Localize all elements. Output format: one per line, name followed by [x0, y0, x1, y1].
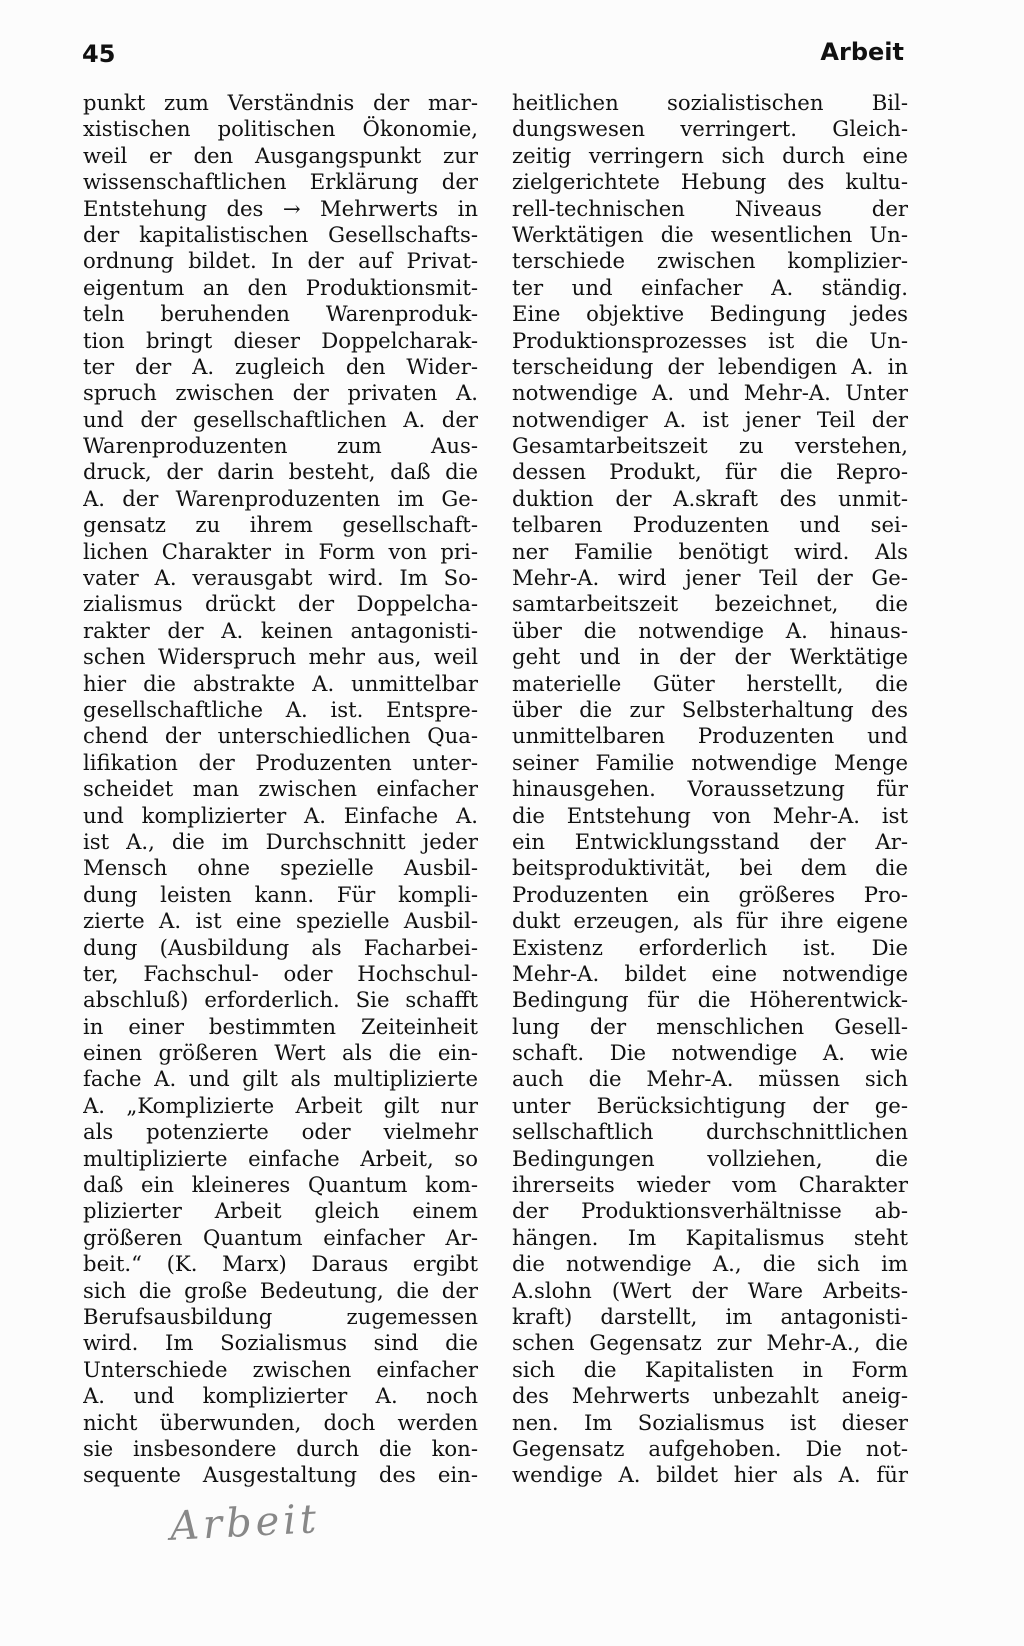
text-line: nen. Im Sozialismus ist dieser — [512, 1409, 908, 1435]
running-header: Arbeit — [820, 38, 904, 66]
text-line: druck, der darin besteht, daß die — [83, 459, 478, 485]
text-line: teln beruhenden Warenproduk- — [83, 301, 478, 327]
text-line: hier die abstrakte A. unmittelbar — [83, 670, 478, 696]
text-line: über die zur Selbsterhaltung des — [512, 696, 908, 722]
text-line: fache A. und gilt als multiplizierte — [83, 1066, 478, 1092]
text-line: plizierter Arbeit gleich einem — [83, 1198, 478, 1224]
text-line: Bedingungen vollziehen, die — [512, 1145, 908, 1171]
text-line: ein Entwicklungsstand der Ar- — [512, 828, 908, 854]
text-line: ihrerseits wieder vom Charakter — [512, 1172, 908, 1198]
text-line: A. „Komplizierte Arbeit gilt nur — [83, 1092, 478, 1118]
text-line: Produktionsprozesses ist die Un- — [512, 327, 908, 353]
text-line: vater A. verausgabt wird. Im So- — [83, 565, 478, 591]
text-line: telbaren Produzenten und sei- — [512, 512, 908, 538]
text-line: Produzenten ein größeres Pro- — [512, 881, 908, 907]
text-line: sellschaftlich durchschnittlichen — [512, 1119, 908, 1145]
page-number: 45 — [82, 40, 116, 68]
text-line: gesellschaftliche A. ist. Entspre- — [83, 696, 478, 722]
text-line: chend der unterschiedlichen Qua- — [83, 723, 478, 749]
text-line: ist A., die im Durchschnitt jeder — [83, 828, 478, 854]
text-line: nicht überwunden, doch werden — [83, 1409, 478, 1435]
text-line: wissenschaftlichen Erklärung der — [83, 169, 478, 195]
text-line: A. und komplizierter A. noch — [83, 1383, 478, 1409]
text-line: rell-technischen Niveaus der — [512, 195, 908, 221]
text-line: Berufsausbildung zugemessen — [83, 1303, 478, 1329]
text-line: ter und einfacher A. ständig. — [512, 274, 908, 300]
text-line: samtarbeitszeit bezeichnet, die — [512, 591, 908, 617]
text-line: dungswesen verringert. Gleich- — [512, 116, 908, 142]
text-line: größeren Quantum einfacher Ar- — [83, 1224, 478, 1250]
text-line: ter, Fachschul- oder Hochschul- — [83, 960, 478, 986]
text-line: notwendige A. und Mehr-A. Unter — [512, 380, 908, 406]
text-line: Gesamtarbeitszeit zu verstehen, — [512, 433, 908, 459]
text-line: zierte A. ist eine spezielle Ausbil- — [83, 908, 478, 934]
text-line: weil er den Ausgangspunkt zur — [83, 142, 478, 168]
text-line: dessen Produkt, für die Repro- — [512, 459, 908, 485]
text-line: die Entstehung von Mehr-A. ist — [512, 802, 908, 828]
text-line: lung der menschlichen Gesell- — [512, 1013, 908, 1039]
text-line: xistischen politischen Ökonomie, — [83, 116, 478, 142]
text-line: A. der Warenproduzenten im Ge- — [83, 485, 478, 511]
text-line: des Mehrwerts unbezahlt aneig- — [512, 1383, 908, 1409]
text-line: wendige A. bildet hier als A. für — [512, 1462, 908, 1488]
text-line: materielle Güter herstellt, die — [512, 670, 908, 696]
text-line: spruch zwischen der privaten A. — [83, 380, 478, 406]
text-line: dukt erzeugen, als für ihre eigene — [512, 908, 908, 934]
text-line: terscheidung der lebendigen A. in — [512, 353, 908, 379]
text-line: Mensch ohne spezielle Ausbil- — [83, 855, 478, 881]
text-line: A.slohn (Wert der Ware Arbeits- — [512, 1277, 908, 1303]
text-line: seiner Familie notwendige Menge — [512, 749, 908, 775]
text-line: sich die große Bedeutung, die der — [83, 1277, 478, 1303]
text-line: als potenzierte oder vielmehr — [83, 1119, 478, 1145]
text-line: einen größeren Wert als die ein- — [83, 1040, 478, 1066]
text-line: in einer bestimmten Zeiteinheit — [83, 1013, 478, 1039]
text-line: geht und in der der Werktätige — [512, 644, 908, 670]
text-line: unter Berücksichtigung der ge- — [512, 1092, 908, 1118]
text-line: sie insbesondere durch die kon- — [83, 1435, 478, 1461]
text-line: Mehr-A. bildet eine notwendige — [512, 960, 908, 986]
text-line: sequente Ausgestaltung des ein- — [83, 1462, 478, 1488]
text-line: lichen Charakter in Form von pri- — [83, 538, 478, 564]
text-line: dung (Ausbildung als Facharbei- — [83, 934, 478, 960]
text-line: unmittelbaren Produzenten und — [512, 723, 908, 749]
text-line: schen Widerspruch mehr aus, weil — [83, 644, 478, 670]
text-line: Bedingung für die Höherentwick- — [512, 987, 908, 1013]
text-line: zielgerichtete Hebung des kultu- — [512, 169, 908, 195]
text-line: sich die Kapitalisten in Form — [512, 1356, 908, 1382]
text-line: Entstehung des → Mehrwerts in — [83, 195, 478, 221]
text-line: gensatz zu ihrem gesellschaft- — [83, 512, 478, 538]
text-line: und komplizierter A. Einfache A. — [83, 802, 478, 828]
text-line: und der gesellschaftlichen A. der — [83, 406, 478, 432]
text-line: eigentum an den Produktionsmit- — [83, 274, 478, 300]
text-line: Mehr-A. wird jener Teil der Ge- — [512, 565, 908, 591]
text-line: abschluß) erforderlich. Sie schafft — [83, 987, 478, 1013]
text-line: schaft. Die notwendige A. wie — [512, 1040, 908, 1066]
text-line: der kapitalistischen Gesellschafts- — [83, 221, 478, 247]
text-line: Warenproduzenten zum Aus- — [83, 433, 478, 459]
text-line: beit.“ (K. Marx) Daraus ergibt — [83, 1251, 478, 1277]
text-line: wird. Im Sozialismus sind die — [83, 1330, 478, 1356]
text-line: terschiede zwischen komplizier- — [512, 248, 908, 274]
text-line: Werktätigen die wesentlichen Un- — [512, 221, 908, 247]
text-line: Existenz erforderlich ist. Die — [512, 934, 908, 960]
text-line: duktion der A.skraft des unmit- — [512, 485, 908, 511]
text-line: multiplizierte einfache Arbeit, so — [83, 1145, 478, 1171]
text-line: über die notwendige A. hinaus- — [512, 617, 908, 643]
text-line: punkt zum Verständnis der mar- — [83, 90, 478, 115]
text-line: ordnung bildet. In der auf Privat- — [83, 248, 478, 274]
text-line: kraft) darstellt, im antagonisti- — [512, 1303, 908, 1329]
text-line: Gegensatz aufgehoben. Die not- — [512, 1435, 908, 1461]
handwritten-note: Arbeit — [168, 1496, 322, 1550]
text-line: zeitig verringern sich durch eine — [512, 142, 908, 168]
text-line: scheidet man zwischen einfacher — [83, 776, 478, 802]
text-line: Unterschiede zwischen einfacher — [83, 1356, 478, 1382]
text-column-left — [83, 90, 478, 1489]
text-column-right — [512, 90, 908, 1489]
text-line: daß ein kleineres Quantum kom- — [83, 1172, 478, 1198]
text-line: heitlichen sozialistischen Bil- — [512, 90, 908, 115]
text-line: schen Gegensatz zur Mehr-A., die — [512, 1330, 908, 1356]
text-line: hängen. Im Kapitalismus steht — [512, 1224, 908, 1250]
text-line: ter der A. zugleich den Wider- — [83, 353, 478, 379]
text-line: hinausgehen. Voraussetzung für — [512, 776, 908, 802]
text-line: Eine objektive Bedingung jedes — [512, 301, 908, 327]
text-line: der Produktionsverhältnisse ab- — [512, 1198, 908, 1224]
text-line: tion bringt dieser Doppelcharak- — [83, 327, 478, 353]
text-line: beitsproduktivität, bei dem die — [512, 855, 908, 881]
text-line: notwendiger A. ist jener Teil der — [512, 406, 908, 432]
text-line: zialismus drückt der Doppelcha- — [83, 591, 478, 617]
text-line: die notwendige A., die sich im — [512, 1251, 908, 1277]
text-line: rakter der A. keinen antagonisti- — [83, 617, 478, 643]
text-line: auch die Mehr-A. müssen sich — [512, 1066, 908, 1092]
text-line: lifikation der Produzenten unter- — [83, 749, 478, 775]
text-line: ner Familie benötigt wird. Als — [512, 538, 908, 564]
text-line: dung leisten kann. Für kompli- — [83, 881, 478, 907]
